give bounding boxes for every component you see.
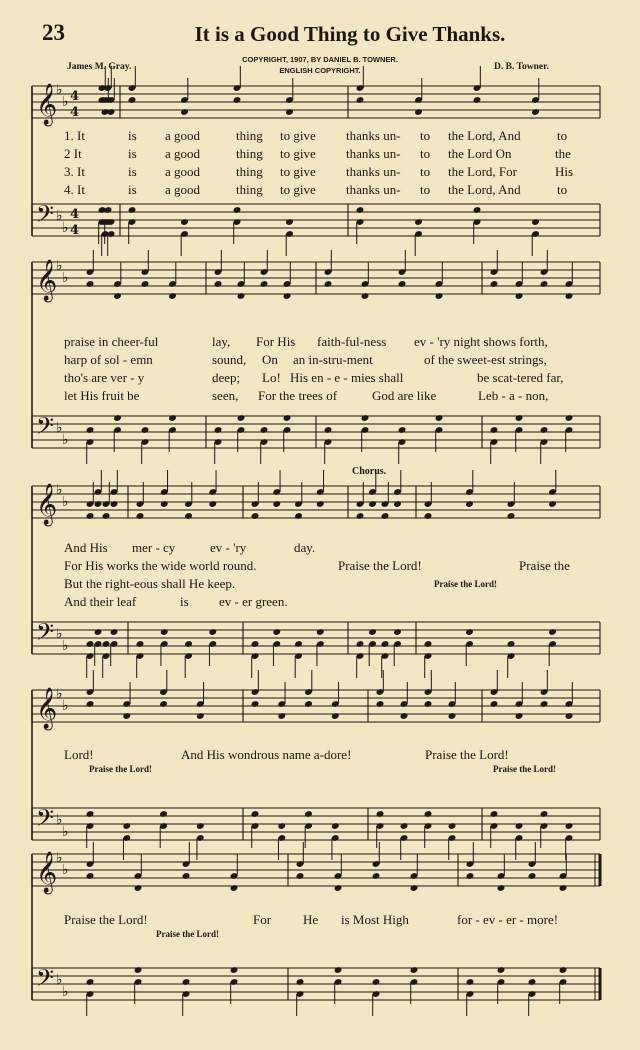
lyric-phrase: harp of sol - emn — [64, 352, 153, 367]
hymn-title-text: It is a Good Thing to Give Thanks. — [194, 22, 506, 46]
notehead — [424, 810, 433, 818]
notehead — [86, 700, 95, 708]
lyric-syllable: a good — [165, 128, 201, 143]
lyric-syllable: to — [420, 182, 431, 197]
notehead — [548, 500, 557, 508]
hymn-number: 23 — [42, 20, 65, 45]
lyric-phrase: Lo! — [262, 370, 281, 385]
notehead — [372, 872, 381, 880]
notehead — [86, 978, 95, 986]
notehead — [86, 640, 95, 648]
lyric-phrase: For the trees of — [258, 388, 338, 403]
notehead — [251, 640, 260, 648]
lyric-syllable: thing — [236, 164, 263, 179]
notehead — [398, 426, 407, 434]
lyric-phrase: For His — [256, 334, 296, 349]
lyric-syllable: thing — [236, 182, 263, 197]
notehead — [272, 500, 281, 508]
lyric-syllable: to give — [280, 128, 316, 143]
notehead — [381, 512, 390, 520]
notehead — [490, 810, 499, 818]
notehead — [251, 512, 260, 520]
lyric-phrase: But the right-eous shall He keep. — [64, 576, 236, 591]
notehead — [465, 500, 474, 508]
notehead — [294, 640, 303, 648]
flat-sign: ♭ — [56, 482, 63, 498]
notehead — [283, 414, 292, 422]
notehead — [102, 640, 111, 648]
time-signature-top: 4 — [70, 207, 80, 222]
notehead — [565, 712, 574, 720]
lyric-phrase: Praise the Lord! — [338, 558, 422, 573]
composer-credit: D. B. Towner. — [494, 62, 549, 72]
notehead — [113, 414, 122, 422]
notehead — [168, 414, 177, 422]
notehead — [168, 292, 177, 300]
lyric-phrase: day. — [294, 540, 316, 555]
flat-sign: ♭ — [62, 984, 69, 1000]
notehead — [473, 206, 482, 214]
notehead — [466, 872, 475, 880]
notehead — [424, 640, 433, 648]
notehead — [160, 628, 169, 636]
notehead — [230, 884, 239, 892]
flat-sign: ♭ — [62, 220, 69, 236]
bass-cue: Praise the Lord! — [89, 764, 152, 774]
notehead — [324, 426, 333, 434]
lyric-syllable: a good — [165, 146, 201, 161]
notehead — [565, 292, 574, 300]
flat-sign: ♭ — [56, 258, 63, 274]
notehead — [435, 292, 444, 300]
notehead — [528, 872, 537, 880]
lyric-phrase: mer - cy — [132, 540, 176, 555]
time-signature-bottom: 4 — [70, 105, 80, 120]
notehead — [136, 640, 145, 648]
flat-sign: ♭ — [56, 812, 63, 828]
notehead — [208, 628, 217, 636]
notehead — [356, 96, 365, 104]
notehead — [196, 822, 205, 830]
lyric-phrase: Praise the Lord! — [425, 747, 509, 762]
notehead — [540, 280, 549, 288]
lyric-phrase: For — [253, 912, 272, 927]
notehead — [448, 822, 457, 830]
lyric-syllable: 3. It — [64, 164, 85, 179]
lyric-syllable: is — [128, 182, 137, 197]
notehead — [334, 966, 343, 974]
notehead — [86, 426, 95, 434]
lyric-syllable: thing — [236, 128, 263, 143]
lyric-syllable: the Lord, For — [448, 164, 517, 179]
notehead — [86, 512, 95, 520]
notehead — [515, 414, 524, 422]
notehead — [334, 884, 343, 892]
lyric-syllable: to give — [280, 164, 316, 179]
notehead — [410, 966, 419, 974]
notehead — [540, 426, 549, 434]
notehead — [184, 640, 193, 648]
notehead — [230, 966, 239, 974]
treble-clef: 𝄞 — [36, 688, 58, 729]
flat-sign: ♭ — [56, 82, 63, 98]
lyric-phrase: He — [303, 912, 319, 927]
lyric-phrase: is — [180, 594, 189, 609]
lyric-syllable: to — [420, 146, 431, 161]
lyric-syllable: His — [555, 164, 574, 179]
flat-sign: ♭ — [62, 638, 69, 654]
flat-sign: ♭ — [62, 698, 69, 714]
lyric-syllable: is — [128, 146, 137, 161]
notehead — [134, 884, 143, 892]
notehead — [368, 500, 377, 508]
lyric-phrase: Praise the Lord! — [64, 912, 148, 927]
notehead — [285, 218, 294, 226]
notehead — [316, 628, 325, 636]
notehead — [94, 628, 103, 636]
notehead — [233, 96, 242, 104]
notehead — [368, 628, 377, 636]
bass-clef: 𝄢 — [36, 964, 55, 997]
flat-sign: ♭ — [62, 270, 69, 286]
notehead — [490, 280, 499, 288]
notehead — [277, 822, 286, 830]
time-signature-top: 4 — [70, 89, 80, 104]
notehead — [214, 426, 223, 434]
notehead — [128, 206, 137, 214]
lyric-phrase: let His fruit be — [64, 388, 140, 403]
lyric-phrase: sound, — [212, 352, 247, 367]
flat-sign: ♭ — [56, 420, 63, 436]
notehead — [435, 414, 444, 422]
lyric-phrase: lay, — [212, 334, 231, 349]
notehead — [102, 512, 111, 520]
bass-clef: 𝄢 — [36, 804, 55, 837]
lyric-syllable: is — [128, 164, 137, 179]
notehead — [110, 628, 119, 636]
treble-clef: 𝄞 — [36, 84, 58, 125]
bass-cue: Praise the Lord! — [493, 764, 556, 774]
notehead — [304, 700, 313, 708]
notehead — [410, 884, 419, 892]
lyric-phrase: for - ev - er - more! — [457, 912, 559, 927]
notehead — [448, 712, 457, 720]
notehead — [324, 280, 333, 288]
lyric-phrase: Praise the — [519, 558, 570, 573]
notehead — [86, 810, 95, 818]
notehead — [122, 712, 131, 720]
notehead — [531, 218, 540, 226]
lyric-phrase: And their leaf — [64, 594, 137, 609]
notehead — [540, 700, 549, 708]
lyric-syllable: to give — [280, 182, 316, 197]
flat-sign: ♭ — [56, 972, 63, 988]
lyric-phrase: ev - 'ry night shows forth, — [414, 334, 548, 349]
flat-sign: ♭ — [62, 824, 69, 840]
notehead — [182, 978, 191, 986]
lyric-syllable: to — [557, 182, 568, 197]
notehead — [233, 206, 242, 214]
notehead — [497, 884, 506, 892]
notehead — [86, 280, 95, 288]
notehead — [122, 822, 131, 830]
lyric-syllable: thanks un- — [346, 128, 401, 143]
notehead — [356, 206, 365, 214]
lyric-phrase: praise in cheer-ful — [64, 334, 159, 349]
notehead — [393, 628, 402, 636]
lyric-syllable: thing — [236, 146, 263, 161]
lyric-phrase: deep; — [212, 370, 241, 385]
treble-clef: 𝄞 — [36, 260, 58, 301]
notehead — [180, 218, 189, 226]
notehead — [294, 512, 303, 520]
bass-clef: 𝄢 — [36, 200, 55, 233]
flat-sign: ♭ — [62, 94, 69, 110]
notehead — [134, 966, 143, 974]
copyright-line-1: COPYRIGHT, 1907, BY DANIEL B. TOWNER. — [242, 55, 398, 64]
notehead — [159, 700, 168, 708]
flat-sign: ♭ — [56, 208, 63, 224]
lyric-phrase: Lord! — [64, 747, 94, 762]
lyric-syllable: the Lord On — [448, 146, 512, 161]
notehead — [490, 426, 499, 434]
notehead — [260, 280, 269, 288]
notehead — [128, 96, 137, 104]
notehead — [159, 810, 168, 818]
notehead — [515, 292, 524, 300]
lyric-syllable: is — [128, 128, 137, 143]
notehead — [141, 426, 150, 434]
notehead — [251, 700, 260, 708]
notehead — [283, 292, 292, 300]
notehead — [356, 640, 365, 648]
notehead — [184, 512, 193, 520]
notehead — [260, 426, 269, 434]
lyric-syllable: to — [420, 164, 431, 179]
notehead — [490, 700, 499, 708]
notehead — [107, 108, 116, 116]
notehead — [196, 712, 205, 720]
notehead — [361, 292, 370, 300]
lyric-phrase: Leb - a - non, — [478, 388, 549, 403]
lyric-syllable: 4. It — [64, 182, 85, 197]
notehead — [331, 712, 340, 720]
notehead — [376, 810, 385, 818]
notehead — [237, 414, 246, 422]
notehead — [528, 978, 537, 986]
time-signature-bottom: 4 — [70, 223, 80, 238]
notehead — [113, 292, 122, 300]
lyric-phrase: And His — [64, 540, 108, 555]
flat-sign: ♭ — [62, 494, 69, 510]
notehead — [182, 872, 191, 880]
notehead — [277, 712, 286, 720]
lyric-syllable: to — [420, 128, 431, 143]
notehead — [515, 822, 524, 830]
bass-cue: Praise the Lord! — [434, 579, 497, 589]
lyric-syllable: a good — [165, 182, 201, 197]
lyric-phrase: of the sweet-est strings, — [424, 352, 547, 367]
notehead — [393, 500, 402, 508]
notehead — [285, 108, 294, 116]
notehead — [94, 500, 103, 508]
notehead — [424, 700, 433, 708]
notehead — [361, 414, 370, 422]
notehead — [466, 978, 475, 986]
notehead — [531, 108, 540, 116]
notehead — [565, 414, 574, 422]
notehead — [376, 700, 385, 708]
notehead — [296, 872, 305, 880]
lyric-syllable: 2 It — [64, 146, 82, 161]
lyric-phrase: ev - er green. — [219, 594, 288, 609]
notehead — [296, 978, 305, 986]
notehead — [272, 628, 281, 636]
notehead — [356, 512, 365, 520]
notehead — [381, 640, 390, 648]
lyric-phrase: For His works the wide world round. — [64, 558, 257, 573]
notehead — [110, 500, 119, 508]
flat-sign: ♭ — [56, 686, 63, 702]
bass-cue: Praise the Lord! — [156, 929, 219, 939]
flat-sign: ♭ — [62, 432, 69, 448]
notehead — [507, 640, 516, 648]
lyric-syllable: the Lord, And — [448, 182, 521, 197]
lyric-phrase: And His wondrous name a-dore! — [181, 747, 352, 762]
flat-sign: ♭ — [62, 862, 69, 878]
lyric-phrase: God are like — [372, 388, 437, 403]
bass-clef: 𝄢 — [36, 618, 55, 651]
notehead — [414, 108, 423, 116]
lyric-syllable: the — [555, 146, 571, 161]
lyric-phrase: be scat-tered far, — [477, 370, 564, 385]
notehead — [497, 966, 506, 974]
notehead — [304, 810, 313, 818]
notehead — [515, 712, 524, 720]
notehead — [237, 292, 246, 300]
notehead — [507, 512, 516, 520]
lyric-phrase: His en - e - mies shall — [290, 370, 404, 385]
notehead — [473, 96, 482, 104]
lyric-phrase: seen, — [212, 388, 239, 403]
notehead — [316, 500, 325, 508]
notehead — [331, 822, 340, 830]
chorus-label: Chorus. — [352, 466, 387, 477]
treble-clef: 𝄞 — [36, 484, 58, 525]
lyric-syllable: thanks un- — [346, 164, 401, 179]
notehead — [400, 712, 409, 720]
lyric-syllable: 1. It — [64, 128, 85, 143]
bass-clef: 𝄢 — [36, 412, 55, 445]
lyric-phrase: faith-ful-ness — [317, 334, 387, 349]
author-credit: James M. Gray. — [67, 62, 132, 72]
lyric-syllable: thanks un- — [346, 182, 401, 197]
notehead — [214, 280, 223, 288]
lyric-syllable: thanks un- — [346, 146, 401, 161]
lyric-phrase: On — [262, 352, 278, 367]
notehead — [251, 810, 260, 818]
notehead — [86, 872, 95, 880]
treble-clef: 𝄞 — [36, 852, 58, 893]
notehead — [559, 966, 568, 974]
notehead — [160, 500, 169, 508]
lyric-syllable: a good — [165, 164, 201, 179]
lyric-phrase: is Most High — [341, 912, 409, 927]
lyric-phrase: an in-stru-ment — [293, 352, 373, 367]
lyric-syllable: the Lord, And — [448, 128, 521, 143]
notehead — [548, 628, 557, 636]
notehead — [104, 206, 113, 214]
notehead — [180, 108, 189, 116]
notehead — [540, 810, 549, 818]
notehead — [465, 628, 474, 636]
lyric-syllable: to give — [280, 146, 316, 161]
notehead — [136, 512, 145, 520]
notehead — [141, 280, 150, 288]
notehead — [400, 822, 409, 830]
flat-sign: ♭ — [56, 850, 63, 866]
lyric-phrase: tho's are ver - y — [64, 370, 145, 385]
notehead — [565, 822, 574, 830]
flat-sign: ♭ — [56, 626, 63, 642]
lyric-phrase: ev - 'ry — [210, 540, 247, 555]
notehead — [559, 884, 568, 892]
notehead — [398, 280, 407, 288]
copyright-line-2: ENGLISH COPYRIGHT. — [279, 66, 361, 75]
notehead — [424, 512, 433, 520]
notehead — [372, 978, 381, 986]
lyric-syllable: to — [557, 128, 568, 143]
notehead — [208, 500, 217, 508]
notehead — [414, 218, 423, 226]
